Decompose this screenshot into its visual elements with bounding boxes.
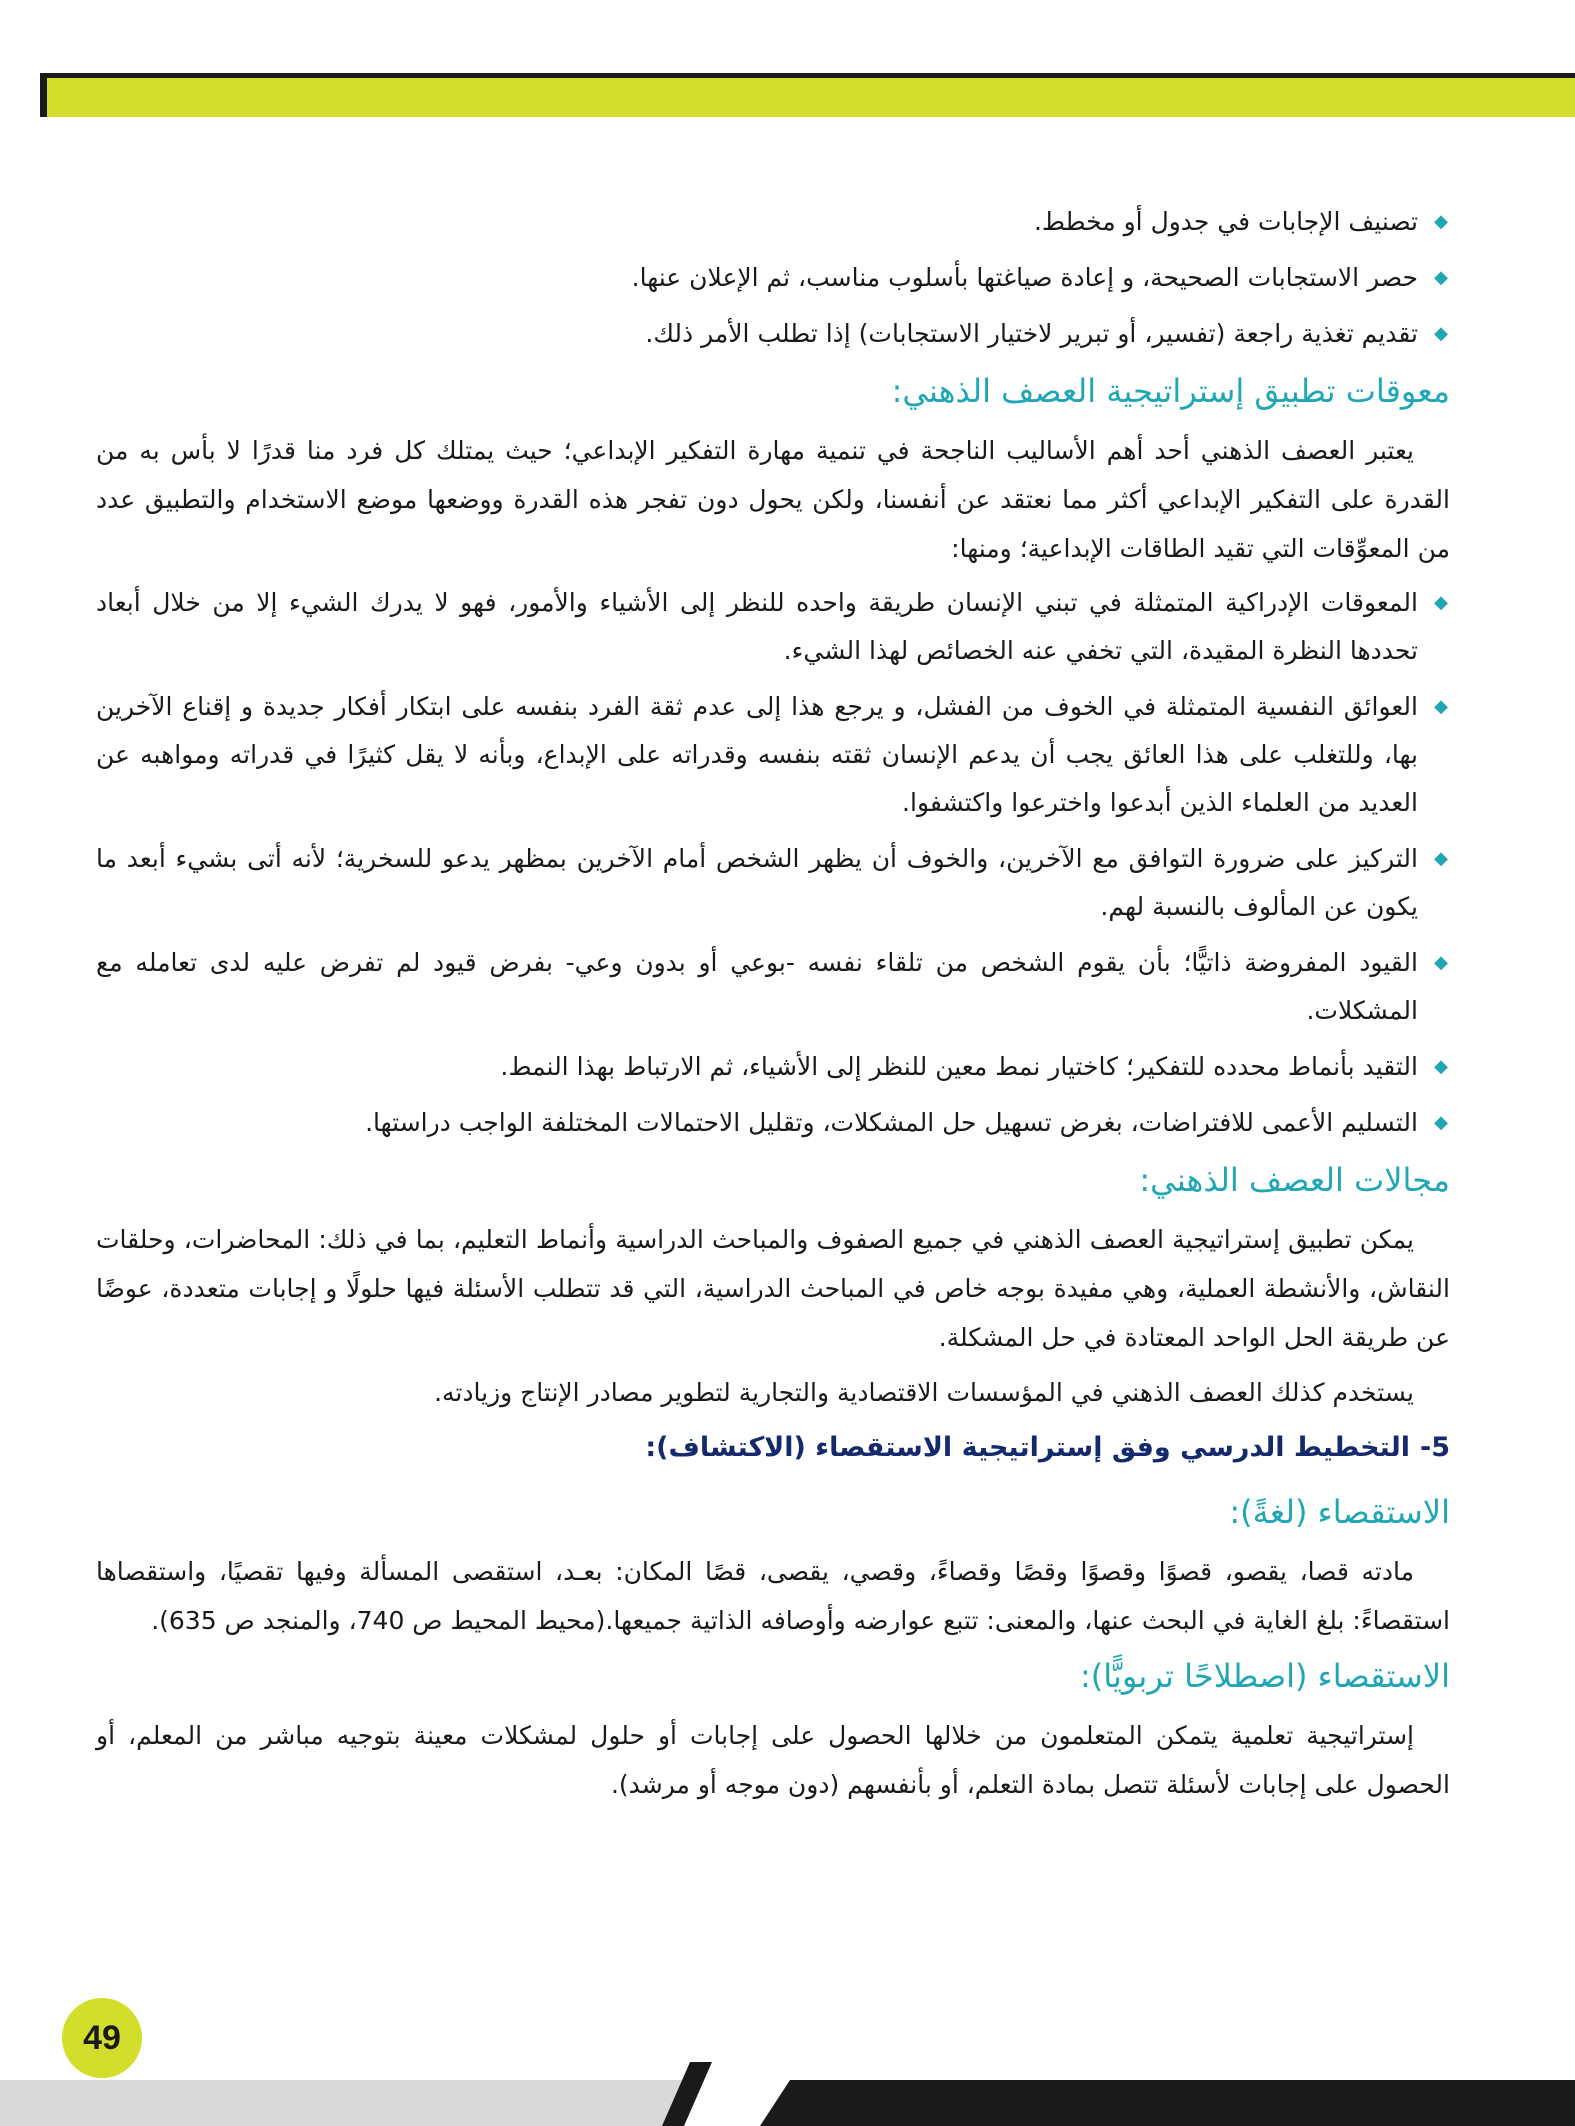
fields-paragraph-2: يستخدم كذلك العصف الذهني في المؤسسات الاقتصادية والتجارية لتطوير مصادر الإنتاج وزيادته. bbox=[434, 1378, 1414, 1407]
bullet-icon: ◆ bbox=[1434, 323, 1448, 344]
section-title-text: التخطيط الدرسي وفق إستراتيجية الاستقصاء (الاكتشاف): bbox=[645, 1432, 1410, 1463]
list-item-text: التركيز على ضرورة التوافق مع الآخرين، والخوف أن يظهر الشخص أمام الآخرين بمظهر يدعو للسخرية؛ لأنه أتى بشيء أبعد ما يكون عن المألوف بالنسبة لهم. bbox=[96, 844, 1418, 921]
bullet-icon: ◆ bbox=[1434, 1056, 1448, 1077]
list-item bbox=[96, 939, 1450, 1035]
list-item-text: التسليم الأعمى للافتراضات، بغرض تسهيل حل المشكلات، وتقليل الاحتمالات المختلفة الواجب دراستها. bbox=[365, 1108, 1418, 1137]
footer-band bbox=[0, 2062, 1575, 2126]
list-item-text: المعوقات الإدراكية المتمثلة في تبني الإنسان طريقة واحده للنظر إلى الأشياء والأمور، فهو لا يدرك الشيء إلا من خلال أبعاد تحددها النظرة المقيدة، التي تخفي عنه الخصائص لهذا الشيء. bbox=[96, 588, 1418, 665]
list-item-text: العوائق النفسية المتمثلة في الخوف من الفشل، و يرجع هذا إلى عدم ثقة الفرد بنفسه على ابتكار أفكار جديدة و إقناع الآخرين بها، وللتغلب على هذا العائق يجب أن يدعم الإنسان ثقته بنفسه وقدراته على الإبداع، وبأنه لا يقل كثيرًا في قدراته ومواهبه عن العديد من العلماء الذين أبدعوا واخترعوا واكتشفوا. bbox=[96, 692, 1418, 817]
bullet-icon: ◆ bbox=[1434, 211, 1448, 232]
footer-grey-strip bbox=[0, 2080, 700, 2126]
inquiry-language-paragraph: مادته قصا، يقصو، قصوًا وقصوًا وقصًا وقصاءً، وقصي، يقصى، قصًا المكان: بعـد، استقصى المسألة وفيها تقصيًا، واستقصاها استقصاءً: بلغ الغاية في البحث عنها، والمعنى: تتبع عوارضه وأوصافه الذاتية جميعها.(محيط المحيط ص 740، والمنجد ص 635). bbox=[96, 1557, 1450, 1635]
bullet-icon: ◆ bbox=[1434, 592, 1448, 613]
obstacles-intro: يعتبر العصف الذهني أحد أهم الأساليب الناجحة في تنمية مهارة التفكير الإبداعي؛ حيث يمتلك كل فرد منا قدرًا لا بأس به من القدرة على التفكير الإبداعي أكثر مما نعتقد عن أنفسنا، ولكن يحول دون تفجر هذه القدرة ووضعها موضع الاستخدام والتطبيق عدد من المعوِّقات التي تقيد الطاقات الإبداعية؛ ومنها: bbox=[96, 436, 1450, 563]
list-item bbox=[96, 835, 1450, 931]
bullet-icon: ◆ bbox=[1434, 848, 1448, 869]
inquiry-term-paragraph: إستراتيجية تعلمية يتمكن المتعلمون من خلالها الحصول على إجابات أو حلول لمشكلات معينة بتوجيه مباشر من المعلم، أو الحصول على إجابات لأسئلة تتصل بمادة التعلم، أو بأنفسهم (دون موجه أو مرشد). bbox=[96, 1721, 1450, 1799]
page-content bbox=[96, 198, 1450, 1815]
list-item bbox=[96, 683, 1450, 827]
list-item bbox=[96, 198, 1450, 246]
list-item-text: تصنيف الإجابات في جدول أو مخطط. bbox=[1033, 207, 1418, 236]
list-item bbox=[96, 310, 1450, 358]
bullet-icon: ◆ bbox=[1434, 952, 1448, 973]
list-item-text: التقيد بأنماط محدده للتفكير؛ كاختيار نمط معين للنظر إلى الأشياء، ثم الارتباط بهذا النمط. bbox=[500, 1052, 1418, 1081]
section-5-title bbox=[96, 1423, 1450, 1473]
obstacles-heading: معوقات تطبيق إستراتيجية العصف الذهني: bbox=[891, 372, 1450, 410]
inquiry-language-heading: الاستقصاء (لغةً): bbox=[1229, 1493, 1450, 1531]
page-number: 49 bbox=[62, 1998, 142, 2078]
list-item-text: القيود المفروضة ذاتيًّا؛ بأن يقوم الشخص من تلقاء نفسه -بوعي أو بدون وعي- بفرض قيود لم تفرض عليه لدى تعامله مع المشكلات. bbox=[96, 948, 1418, 1025]
bullet-icon: ◆ bbox=[1434, 267, 1448, 288]
list-item bbox=[96, 579, 1450, 675]
bullet-icon: ◆ bbox=[1434, 696, 1448, 717]
list-item bbox=[96, 1099, 1450, 1147]
top-accent-bar bbox=[40, 73, 1575, 117]
list-item bbox=[96, 254, 1450, 302]
inquiry-term-heading: الاستقصاء (اصطلاحًا تربويًّا): bbox=[1079, 1657, 1450, 1695]
list-item bbox=[96, 1043, 1450, 1091]
list-item-text: حصر الاستجابات الصحيحة، و إعادة صياغتها بأسلوب مناسب، ثم الإعلان عنها. bbox=[631, 263, 1418, 292]
fields-paragraph: يمكن تطبيق إستراتيجية العصف الذهني في جميع الصفوف والمباحث الدراسية وأنماط التعليم، بما في ذلك: المحاضرات، وحلقات النقاش، والأنشطة العملية، وهي مفيدة بوجه خاص في المباحث الدراسية، التي قد تتطلب الأسئلة فيها حلولًا و إجابات متعددة، عوضًا عن طريقة الحل الواحد المعتادة في حل المشكلة. bbox=[96, 1225, 1450, 1352]
list-item-text: تقديم تغذية راجعة (تفسير، أو تبرير لاختيار الاستجابات) إذا تطلب الأمر ذلك. bbox=[645, 319, 1418, 348]
fields-heading: مجالات العصف الذهني: bbox=[1139, 1161, 1450, 1199]
bullet-icon: ◆ bbox=[1434, 1112, 1448, 1133]
section-number: 5- bbox=[1419, 1432, 1450, 1463]
footer-dark-strip bbox=[760, 2080, 1575, 2126]
